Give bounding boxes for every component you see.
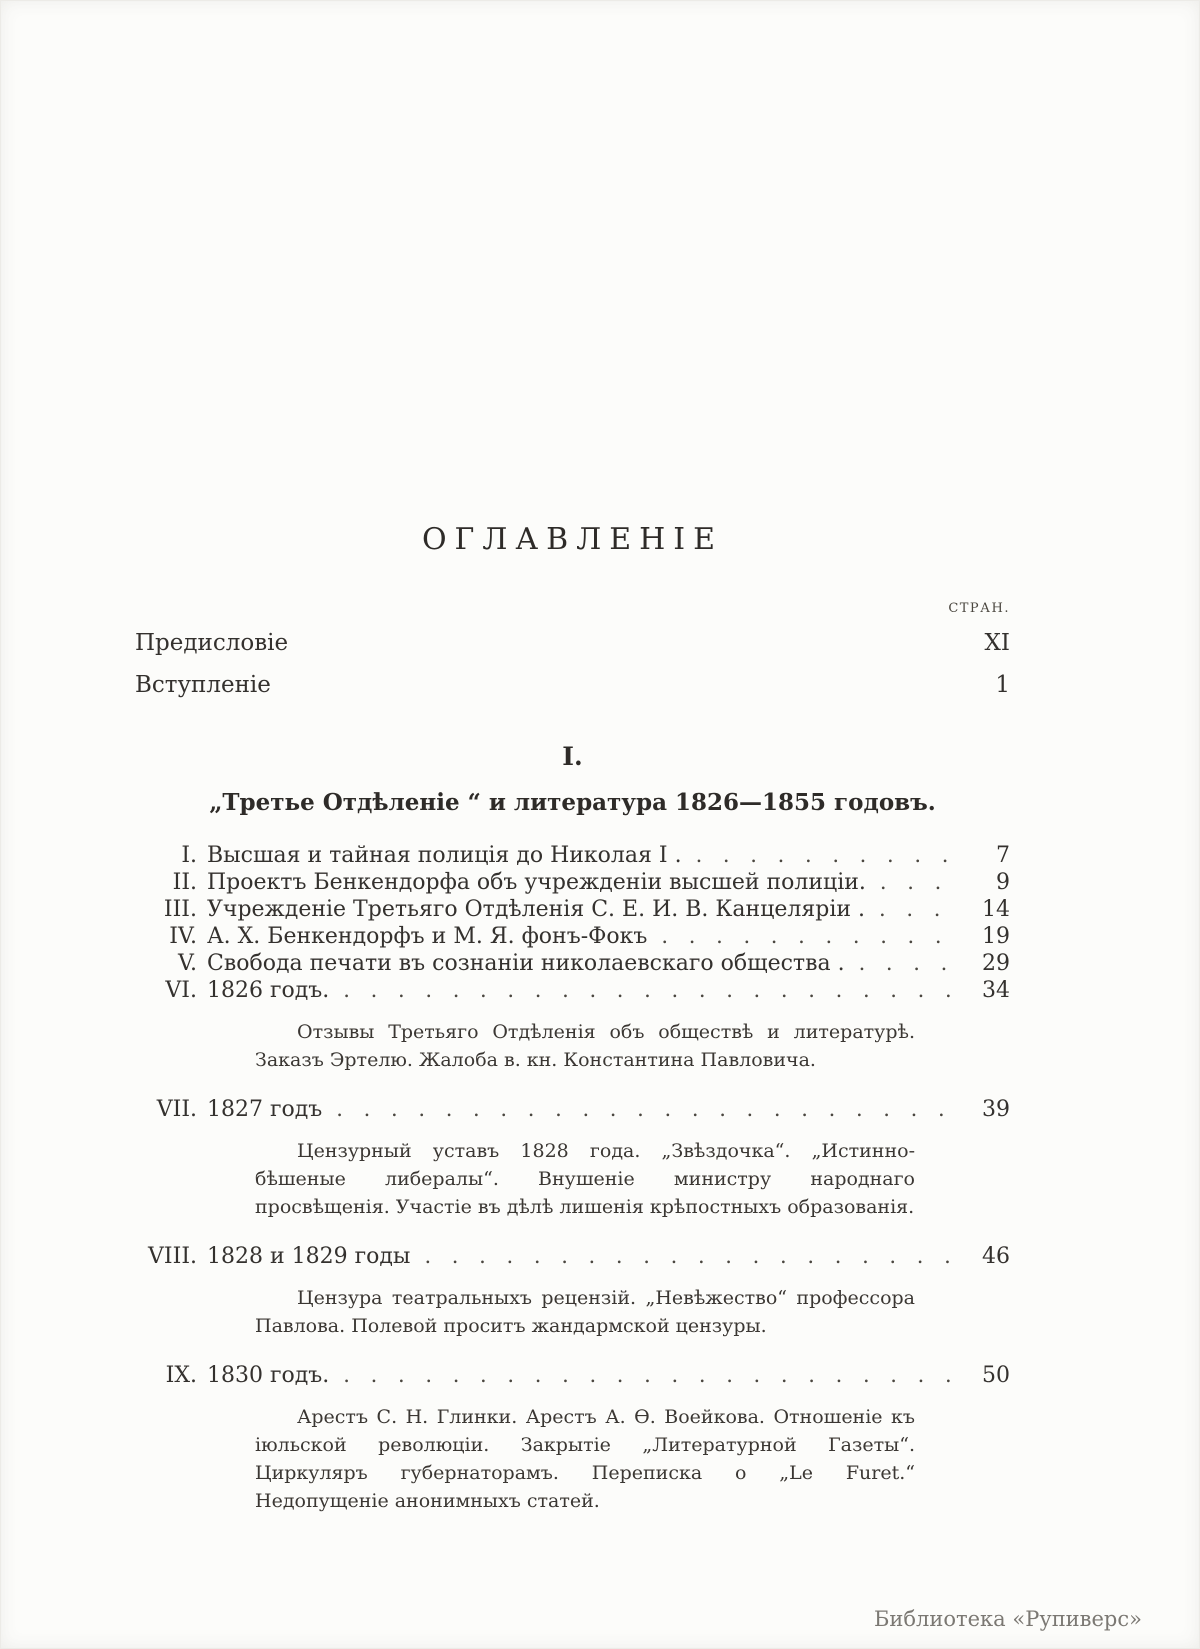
toc-entry — [135, 1243, 1010, 1270]
front-entry-page: XI — [984, 630, 1010, 656]
front-entry-label: Предисловіе — [135, 630, 289, 656]
toc-entry-page: 50 — [982, 1363, 1010, 1388]
toc-entry — [135, 923, 1010, 950]
toc-entry — [135, 1362, 1010, 1389]
toc-entry-description: Отзывы Третьяго Отдѣленія объ обществѣ и литературѣ. Заказъ Эртелю. Жалоба в. кн. Константина Павловича. — [255, 1021, 915, 1071]
toc-entry-number: VII. — [156, 1097, 197, 1122]
dot-leader — [343, 977, 950, 999]
toc-entry — [135, 842, 1010, 869]
toc-entry-description: Арестъ С. Н. Глинки. Арестъ А. Ѳ. Воейкова. Отношеніе къ іюльской революціи. Закрытіе „Литературной Газеты“. Циркуляръ губернаторамъ. Переписка о „Le Furet.“ Недопущеніе анонимныхъ статей. — [255, 1406, 915, 1512]
section-heading: „Третье Отдѣленіе “ и литература 1826—1855 годовъ. — [209, 789, 936, 816]
table-of-contents — [135, 522, 1010, 1537]
toc-entry-page: 19 — [982, 924, 1010, 949]
dot-leader — [302, 627, 950, 650]
dot-leader — [859, 950, 950, 972]
dot-leader — [661, 923, 950, 945]
front-entry — [135, 622, 1010, 664]
toc-entry-title: Свобода печати въ сознаніи николаевскаго общества . — [207, 951, 845, 976]
section-number: I. — [562, 742, 583, 771]
toc-entry — [135, 977, 1010, 1004]
toc-entry-title: 1827 годъ — [207, 1097, 323, 1122]
toc-entry-number: IX. — [165, 1363, 197, 1388]
library-watermark: Библиотека «Рупиверс» — [873, 1607, 1142, 1631]
toc-entry-description: Цензура театральныхъ рецензій. „Невѣжество“ профессора Павлова. Полевой проситъ жандармской цензуры. — [255, 1287, 915, 1337]
toc-entry-title: 1830 годъ. — [207, 1363, 330, 1388]
toc-entry-title: Учрежденіе Третьяго Отдѣленія С. Е. И. В. Канцеляріи . — [207, 897, 866, 922]
toc-entry-title: Высшая и тайная полиція до Николая I . — [207, 843, 682, 868]
toc-entries — [135, 842, 1010, 1515]
toc-entry-title: Проектъ Бенкендорфа объ учрежденіи высшей полиціи. — [207, 870, 866, 895]
toc-entry-page: 29 — [982, 951, 1010, 976]
toc-entry-number: VIII. — [148, 1244, 197, 1269]
dot-leader — [424, 1243, 950, 1265]
dot-leader — [879, 896, 950, 918]
toc-entry-number: VI. — [165, 978, 197, 1003]
page-title: ОГЛАВЛЕНІЕ — [421, 522, 724, 557]
toc-entry-page: 14 — [982, 897, 1010, 922]
dot-leader — [336, 1096, 950, 1118]
toc-entry-number: II. — [172, 870, 197, 895]
page-column-header: СТРАН. — [948, 601, 1010, 616]
dot-leader — [285, 669, 950, 692]
front-entries — [135, 622, 1010, 706]
toc-entry-page: 39 — [982, 1097, 1010, 1122]
toc-entry — [135, 950, 1010, 977]
dot-leader — [880, 869, 950, 891]
toc-entry — [135, 896, 1010, 923]
toc-entry-page: 9 — [996, 870, 1010, 895]
toc-entry-title: 1828 и 1829 годы — [207, 1244, 411, 1269]
toc-entry-number: III. — [163, 897, 197, 922]
toc-entry — [135, 869, 1010, 896]
toc-entry-page: 46 — [982, 1244, 1010, 1269]
front-entry-label: Вступленіе — [135, 672, 271, 698]
toc-entry-description: Цензурный уставъ 1828 года. „Звѣздочка“. „Истинно-бѣшеные либералы“. Внушеніе министру народнаго просвѣщенія. Участіе въ дѣлѣ лишенія крѣпостныхъ образованія. — [255, 1140, 915, 1218]
dot-leader — [696, 842, 950, 864]
toc-entry-number: IV. — [169, 924, 197, 949]
toc-entry-number: V. — [177, 951, 197, 976]
toc-entry-page: 7 — [996, 843, 1010, 868]
front-entry — [135, 664, 1010, 706]
toc-entry — [135, 1096, 1010, 1123]
front-entry-page: 1 — [995, 672, 1010, 698]
toc-entry-title: 1826 годъ. — [207, 978, 330, 1003]
toc-entry-page: 34 — [982, 978, 1010, 1003]
toc-entry-title: А. Х. Бенкендорфъ и М. Я. фонъ-Фокъ — [207, 924, 648, 949]
toc-entry-number: I. — [181, 843, 197, 868]
dot-leader — [343, 1362, 950, 1384]
